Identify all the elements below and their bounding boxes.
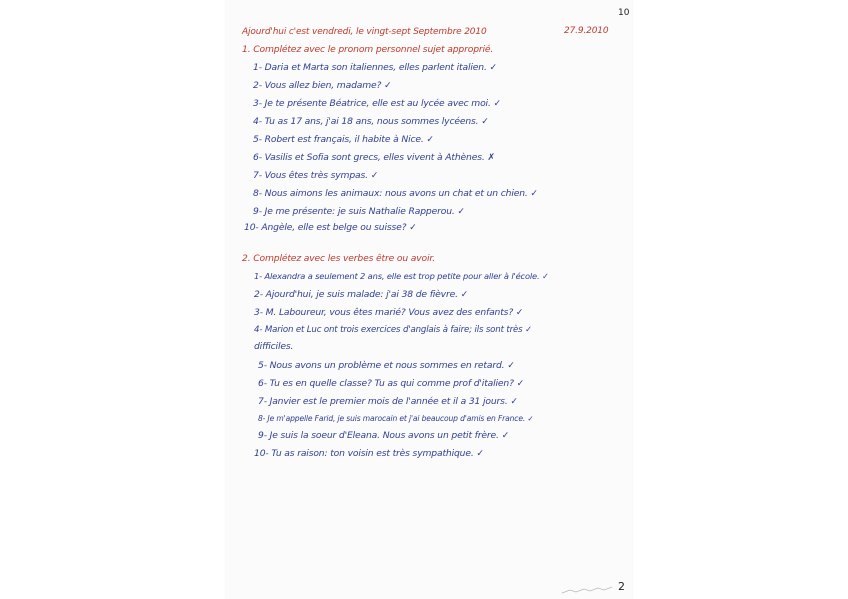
date-short: 27.9.2010 xyxy=(564,26,609,36)
exercise1-title: 1. Complétez avec le pronom personnel sujet approprié. xyxy=(242,44,494,55)
exercise1-item: 10- Angèle, elle est belge ou suisse? ✓ xyxy=(244,222,417,233)
exercise1-item: 1- Daria et Marta son italiennes, elles parlent italien. ✓ xyxy=(253,62,498,73)
date-line: Ajourd'hui c'est vendredi, le vingt-sept Septembre 2010 xyxy=(242,27,487,37)
exercise1-item: 4- Tu as 17 ans, j'ai 18 ans, nous sommes lycéens. ✓ xyxy=(253,116,489,127)
scribble-mark xyxy=(560,585,620,595)
exercise2-item: 1- Alexandra a seulement 2 ans, elle est trop petite pour aller à l'école. ✓ xyxy=(254,271,549,281)
exercise2-item: 2- Ajourd'hui, je suis malade: j'ai 38 de fièvre. ✓ xyxy=(254,289,469,300)
exercise1-item: 7- Vous êtes très sympas. ✓ xyxy=(253,170,379,181)
exercise2-item: 7- Janvier est le premier mois de l'année et il a 31 jours. ✓ xyxy=(258,396,518,407)
exercise1-item: 2- Vous allez bien, madame? ✓ xyxy=(253,80,392,91)
exercise2-item: 3- M. Laboureur, vous êtes marié? Vous avez des enfants? ✓ xyxy=(254,307,524,318)
exercise1-item: 3- Je te présente Béatrice, elle est au lycée avec moi. ✓ xyxy=(253,98,502,109)
corner-number: 10 xyxy=(618,8,630,18)
exercise2-item: difficiles. xyxy=(254,341,294,352)
exercise2-item: 4- Marion et Luc ont trois exercices d'anglais à faire; ils sont très ✓ xyxy=(254,325,533,335)
exercise1-item: 9- Je me présente: je suis Nathalie Rapperou. ✓ xyxy=(253,206,465,217)
exercise1-item: 6- Vasilis et Sofia sont grecs, elles vivent à Athènes. ✗ xyxy=(253,152,495,163)
exercise2-item: 8- Je m'appelle Farid, je suis marocain et j'ai beaucoup d'amis en France. ✓ xyxy=(258,414,534,423)
exercise2-item: 6- Tu es en quelle classe? Tu as qui comme prof d'italien? ✓ xyxy=(258,378,525,389)
exercise2-item: 9- Je suis la soeur d'Eleana. Nous avons un petit frère. ✓ xyxy=(258,430,510,441)
exercise2-title: 2. Complétez avec les verbes être ou avoir. xyxy=(242,253,435,264)
exercise1-item: 5- Robert est français, il habite à Nice. ✓ xyxy=(253,134,434,145)
notebook-page xyxy=(226,0,632,599)
exercise2-item: 5- Nous avons un problème et nous sommes en retard. ✓ xyxy=(258,360,515,371)
exercise2-item: 10- Tu as raison: ton voisin est très sympathique. ✓ xyxy=(254,448,484,459)
exercise1-item: 8- Nous aimons les animaux: nous avons un chat et un chien. ✓ xyxy=(253,188,538,199)
page-number: 2 xyxy=(618,580,625,593)
